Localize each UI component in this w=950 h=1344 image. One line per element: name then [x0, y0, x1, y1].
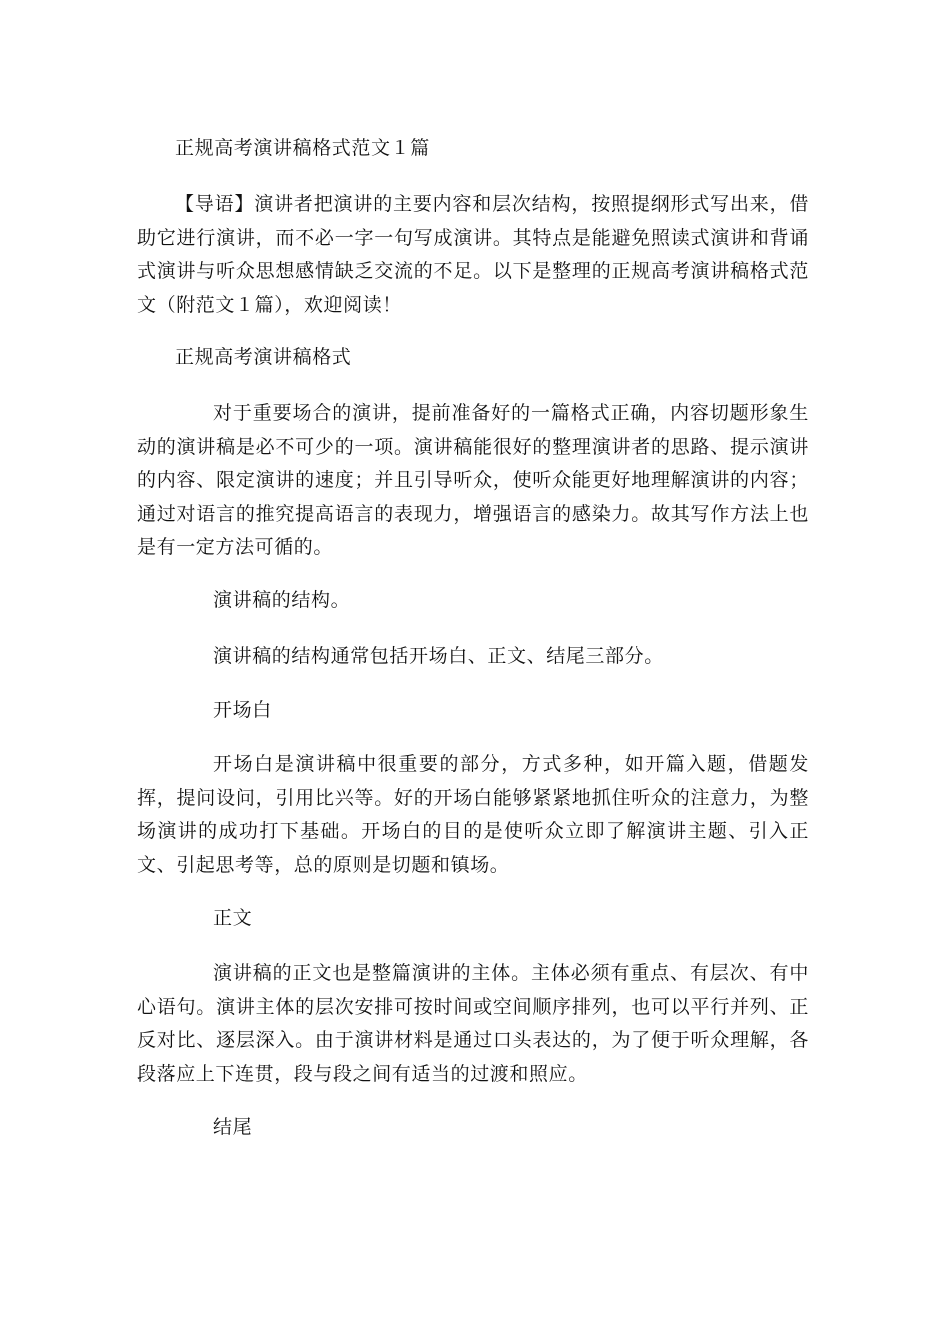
document-title: 正规高考演讲稿格式范文１篇 — [175, 137, 430, 159]
structure-paragraph: 演讲稿的结构通常包括开场白、正文、结尾三部分。 — [213, 645, 664, 667]
opening-paragraph: 开场白是演讲稿中很重要的部分，方式多种，如开篇入题，借题发挥，提问设问，引用比兴等。好的开场白能够紧紧地抓住听众的注意力，为整场演讲的成功打下基础。开场白的目的是使听众立即了解演讲主题、引入正文、引起思考等，总的原则是切题和镇场。 — [137, 753, 809, 876]
body-paragraph: 演讲稿的正文也是整篇演讲的主体。主体必须有重点、有层次、有中心语句。演讲主体的层次安排可按时间或空间顺序排列，也可以平行并列、正反对比、逐层深入。由于演讲材料是通过口头表达的，为了便于听众理解，各段落应上下连贯，段与段之间有适当的过渡和照应。 — [137, 962, 809, 1085]
structure-heading: 演讲稿的结构。 — [213, 589, 351, 611]
format-paragraph: 对于重要场合的演讲，提前准备好的一篇格式正确，内容切题形象生动的演讲稿是必不可少的一项。演讲稿能很好的整理演讲者的思路、提示演讲的内容、限定演讲的速度；并且引导听众，使听众能更好地理解演讲的内容；通过对语言的推究提高语言的表现力，增强语言的感染力。故其写作方法上也是有一定方法可循的。 — [137, 402, 809, 558]
section-heading: 正规高考演讲稿格式 — [175, 346, 352, 368]
body-heading: 正文 — [213, 907, 253, 929]
intro-paragraph: 【导语】演讲者把演讲的主要内容和层次结构，按照提纲形式写出来，借助它进行演讲，而不必一字一句写成演讲。其特点是能避免照读式演讲和背诵式演讲与听众思想感情缺乏交流的不足。以下是整理的正规高考演讲稿格式范文（附范文１篇），欢迎阅读！ — [137, 193, 809, 316]
opening-heading: 开场白 — [213, 699, 272, 721]
ending-heading: 结尾 — [213, 1116, 253, 1138]
